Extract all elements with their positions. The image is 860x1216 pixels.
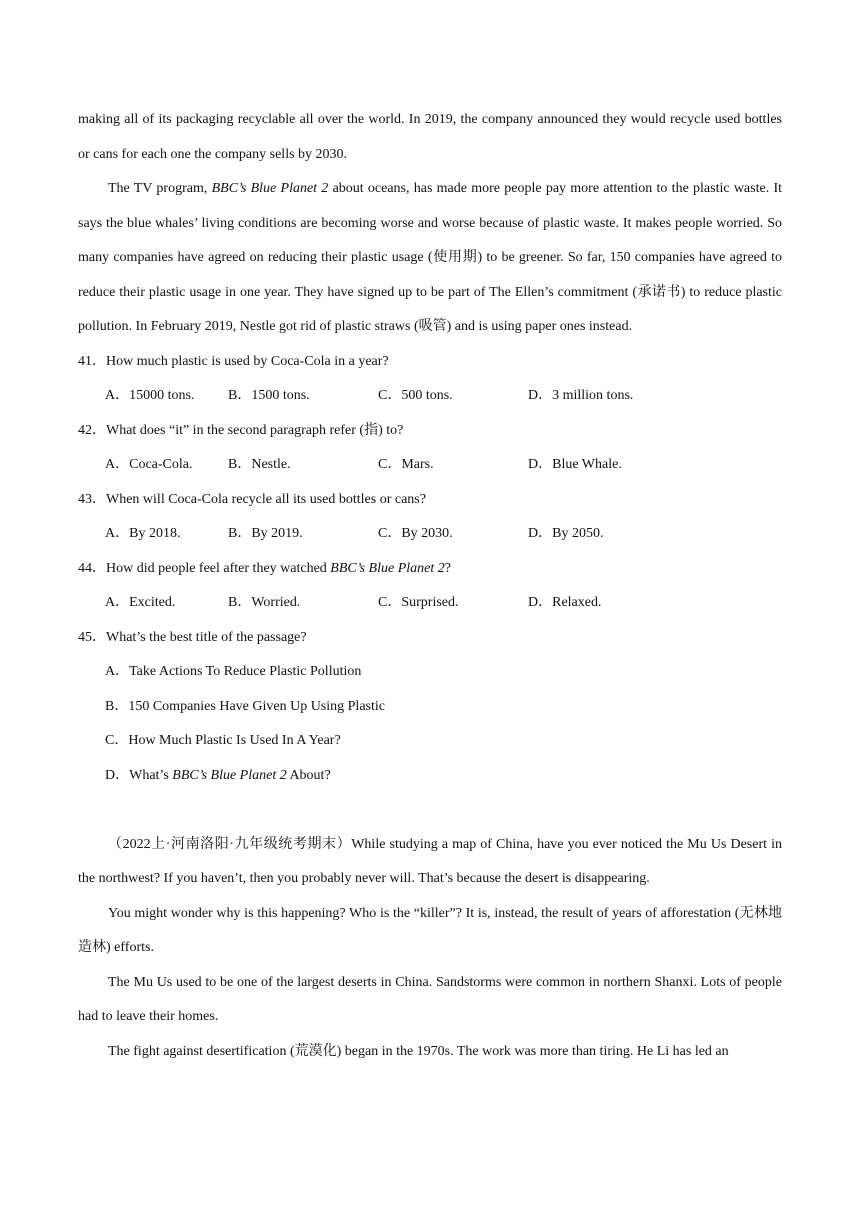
option-a: A．15000 tons. — [105, 388, 195, 403]
paragraph-text-pre: The TV program, — [108, 181, 212, 196]
question-45-option-d — [105, 759, 782, 794]
option-d: D．Relaxed. — [528, 595, 602, 610]
option-b: B．Nestle. — [228, 457, 291, 472]
passage2-paragraph-4: The fight against desertification (荒漠化) began in the 1970s. The work was more than tiring. He Li has led an — [108, 1043, 729, 1059]
passage2-paragraph-1: （2022上·河南洛阳·九年级统考期末）While studying a map of China, have you ever noticed the Mu Us Desert in the northwest? If you haven’t, then you probably never will. That’s because the desert is disappearing. — [78, 836, 782, 886]
option-b: B．1500 tons. — [228, 388, 310, 403]
question-43-options — [105, 517, 782, 552]
option-text-post: About? — [286, 767, 331, 783]
option-b: B．By 2019. — [228, 526, 303, 541]
option-a: A．Excited. — [105, 595, 176, 610]
option-text-pre: D．What’s — [105, 767, 173, 783]
option-d: D．Blue Whale. — [528, 457, 622, 472]
question-42: 42．What does “it” in the second paragraph refer (指) to? — [78, 422, 404, 438]
question-41: 41．How much plastic is used by Coca-Cola in a year? — [78, 353, 389, 369]
program-title: BBC’s Blue Planet 2 — [330, 560, 445, 576]
question-text-pre: 44．How did people feel after they watched — [78, 560, 331, 576]
section-spacer — [78, 793, 782, 828]
passage1-paragraph-2 — [78, 172, 782, 345]
option-c: C．500 tons. — [378, 388, 453, 403]
document-content — [78, 103, 782, 1069]
option-c: C．By 2030. — [378, 526, 453, 541]
option-b: B．Worried. — [228, 595, 301, 610]
paragraph-text-post: about oceans, has made more people pay more attention to the plastic waste. It says the blue whales’ living conditions are becoming worse and worse because of plastic waste. It makes people worried. So many companies have agreed on reducing their plastic usage (使用期) to be greener. So far, 150 companies have agreed to reduce their plastic usage in one year. They have signed up to be part of The Ellen’s commitment (承诺书) to reduce plastic pollution. In February 2019, Nestle got rid of plastic straws (吸管) and is using paper ones instead. — [78, 181, 782, 334]
option-d: D．3 million tons. — [528, 388, 634, 403]
passage1-paragraph-1: making all of its packaging recyclable all over the world. In 2019, the company announced they would recycle used bottles or cans for each one the company sells by 2030. — [78, 112, 782, 162]
question-45-option-b: B．150 Companies Have Given Up Using Plastic — [105, 698, 385, 714]
option-c: C．Surprised. — [378, 595, 459, 610]
program-title: BBC’s Blue Planet 2 — [172, 767, 287, 783]
question-43: 43．When will Coca-Cola recycle all its used bottles or cans? — [78, 491, 426, 507]
question-41-options — [105, 379, 782, 414]
question-45-option-c: C．How Much Plastic Is Used In A Year? — [105, 733, 341, 748]
option-d: D．By 2050. — [528, 526, 604, 541]
question-44 — [78, 552, 782, 587]
passage2-paragraph-2: You might wonder why is this happening? Who is the “killer”? It is, instead, the result of years of afforestation (无林地造林) efforts. — [78, 905, 782, 955]
question-text-post: ? — [444, 560, 451, 576]
question-42-options — [105, 448, 782, 483]
question-45: 45．What’s the best title of the passage? — [78, 629, 307, 645]
passage2-paragraph-3: The Mu Us used to be one of the largest deserts in China. Sandstorms were common in northern Shanxi. Lots of people had to leave their homes. — [78, 974, 782, 1024]
option-a: A．By 2018. — [105, 526, 181, 541]
program-title: BBC’s Blue Planet 2 — [211, 181, 329, 196]
option-c: C．Mars. — [378, 457, 434, 472]
question-44-options — [105, 586, 782, 621]
question-45-option-a: A．Take Actions To Reduce Plastic Pollution — [105, 664, 362, 679]
option-a: A．Coca-Cola. — [105, 457, 193, 472]
